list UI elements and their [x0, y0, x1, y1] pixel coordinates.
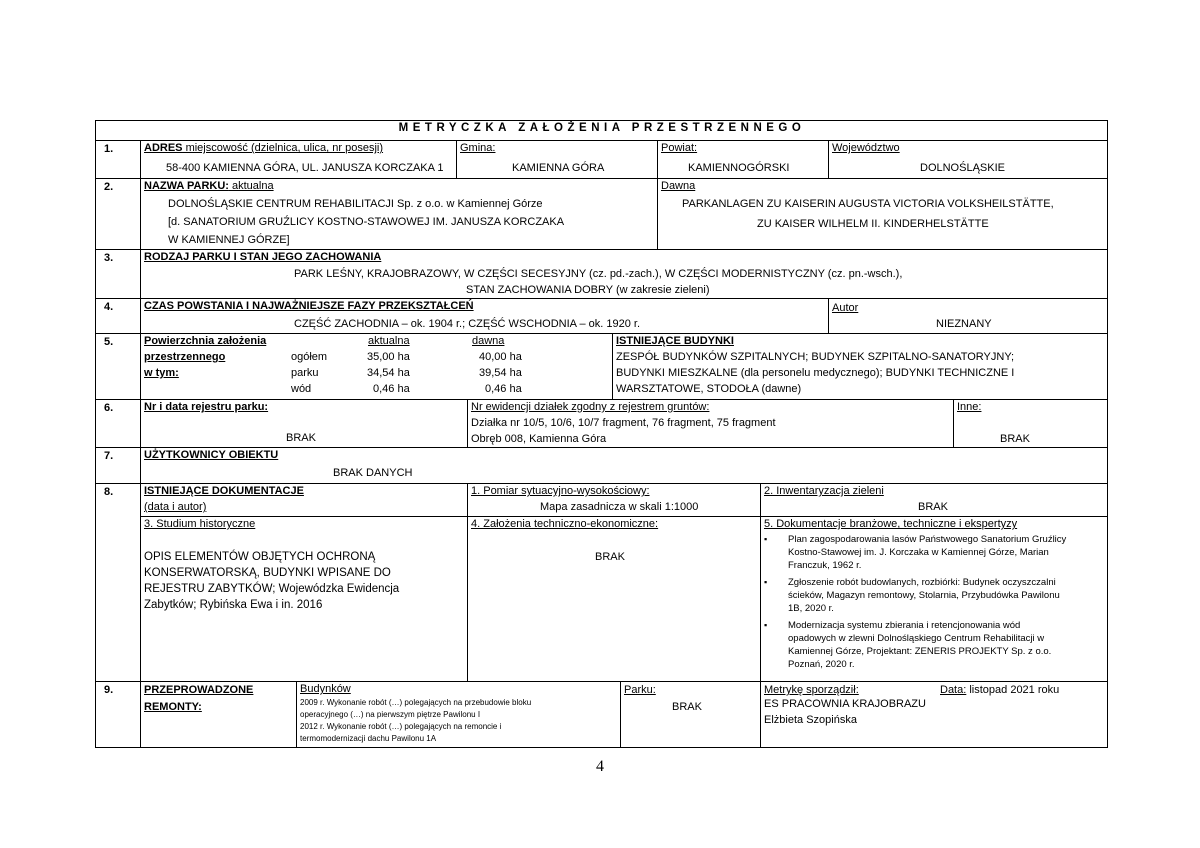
author-label: Autor [832, 302, 859, 314]
expertise-item-line: Zgłoszenie robót budowlanych, rozbiórki: Budynek oczyszczalni [788, 577, 1056, 588]
page-number: 4 [596, 758, 604, 775]
expertise-item-line: Plan zagospodarowania lasów Państwowego Sanatorium Gruźlicy [788, 534, 1067, 545]
powiat-value: KAMIENNOGÓRSKI [688, 162, 790, 174]
survey-label: 1. Pomiar sytuacyjno-wysokościowy: [471, 485, 650, 497]
buildings-line: BUDYNKI MIESZKALNE (dla personelu medycznego); BUDYNKI TECHNICZNE I [616, 367, 1015, 379]
area-row-label: ogółem [291, 351, 328, 363]
row-number: 5. [104, 336, 114, 348]
study-line: KONSERWATORSKĄ, BUDYNKI WPISANE DO [144, 567, 391, 579]
park-name-line: [d. SANATORIUM GRUŹLICY KOSTNO-STAWOWEJ IM. JANUSZA KORCZAKA [168, 216, 565, 228]
area-row-current: 0,46 ha [373, 383, 410, 395]
park-name-line: DOLNOŚLĄSKIE CENTRUM REHABILITACJI Sp. z o.o. w Kamiennej Górze [168, 198, 543, 210]
documentation-sublabel: (data i autor) [144, 501, 207, 513]
former-name-line: PARKANLAGEN ZU KAISERIN AUGUSTA VICTORIA VOLKSHEILSTÄTTE, [682, 198, 1054, 210]
area-row-current: 35,00 ha [367, 351, 410, 363]
address-label: ADRES miejscowość (dzielnica, ulica, nr posesji) [144, 142, 384, 154]
renovations-label: REMONTY: [144, 701, 202, 713]
area-row-label: wód [291, 383, 312, 395]
row-number: 8. [104, 486, 114, 498]
buildings-line: WARSZTATOWE, STODOŁA (dawne) [616, 383, 802, 395]
area-row-current: 34,54 ha [367, 367, 410, 379]
gmina-label: Gmina: [460, 142, 496, 154]
row-number: 3. [104, 252, 114, 264]
history-label: CZAS POWSTANIA I NAJWAŻNIEJSZE FAZY PRZEKSZTAŁCEŃ [144, 300, 474, 312]
history-value: CZĘŚĆ ZACHODNIA – ok. 1904 r.; CZĘŚĆ WSCHODNIA – ok. 1920 r. [294, 318, 640, 330]
prepared-by-line: Elżbieta Szopińska [764, 714, 857, 726]
other-value: BRAK [1000, 433, 1030, 445]
tech-econ-label: 4. Założenia techniczno-ekonomiczne: [471, 518, 659, 530]
document-title: METRYCZKA ZAŁOŻENIA PRZESTRZENNEGO [398, 122, 806, 134]
survey-value: Mapa zasadnicza w skali 1:1000 [540, 501, 699, 513]
expertise-item-line: ścieków, Magazyn remontowy, Stolarnia, Przybudówka Pawilonu [788, 590, 1060, 601]
buildings-line: ZESPÓŁ BUDYNKÓW SZPITALNYCH; BUDYNEK SZPITALNO-SANATORYJNY; [616, 351, 1015, 363]
expertise-item-line: 1B, 2020 r. [788, 603, 834, 614]
park-renov-label: Parku: [624, 684, 656, 696]
date-field: Data: listopad 2021 roku [940, 684, 1060, 696]
parcels-label: Nr ewidencji działek zgodny z rejestrem gruntów: [471, 401, 710, 413]
powiat-label: Powiat: [661, 142, 698, 154]
registry-label: Nr i data rejestru parku: [144, 401, 269, 413]
prepared-by-label: Metrykę sporządził: [764, 684, 859, 696]
buildings-renov-line: 2012 r. Wykonanie robót (…) polegających na remoncie i [300, 722, 502, 731]
expertise-item-line: opadowych w zlewni Dolnośląskiego Centrum Rehabilitacji w [788, 633, 1045, 644]
parcels-line: Działka nr 10/5, 10/6, 10/7 fragment, 76 fragment, 75 fragment [471, 417, 776, 429]
area-row-former: 40,00 ha [479, 351, 522, 363]
bullet-icon: ▪ [764, 620, 768, 630]
expertise-item-line: Franczuk, 1962 r. [788, 560, 862, 571]
bullet-icon: ▪ [764, 577, 768, 587]
area-label: Powierzchnia założenia [144, 335, 267, 347]
parcels-line: Obręb 008, Kamienna Góra [471, 433, 607, 445]
other-label: Inne: [957, 401, 982, 413]
former-name-line: ZU KAISER WILHELM II. KINDERHELSTÄTTE [757, 218, 989, 230]
registry-value: BRAK [286, 432, 316, 444]
row-number: 7. [104, 450, 114, 462]
expertise-label: 5. Dokumentacje branżowe, techniczne i ekspertyzy [764, 518, 1018, 530]
study-line: REJESTRU ZABYTKÓW; Wojewódzka Ewidencja [144, 583, 400, 595]
park-name-line: W KAMIENNEJ GÓRZE] [168, 234, 290, 246]
buildings-renov-label: Budynków [300, 683, 351, 695]
row-number: 6. [104, 402, 114, 414]
bullet-icon: ▪ [764, 534, 768, 544]
study-line: Zabytków; Rybińska Ewa i in. 2016 [144, 599, 323, 611]
expertise-item-line: Poznań, 2020 r. [788, 659, 855, 670]
park-type-line: PARK LEŚNY, KRAJOBRAZOWY, W CZĘŚCI SECESYJNY (cz. pd.-zach.), W CZĘŚCI MODERNISTYCZNY (cz. pn.-wsch.), [294, 268, 903, 280]
area-row-former: 0,46 ha [485, 383, 522, 395]
area-label: przestrzennego [144, 351, 226, 363]
renovations-label: PRZEPROWADZONE [144, 684, 254, 696]
wojewodztwo-label: Województwo [832, 142, 900, 154]
users-value: BRAK DANYCH [333, 467, 413, 479]
study-line: OPIS ELEMENTÓW OBJĘTYCH OCHRONĄ [144, 551, 376, 563]
tech-econ-value: BRAK [595, 551, 625, 563]
expertise-item-line: Kamiennej Górze, Projektant: ZENERIS PROJEKTY Sp. z o.o. [788, 646, 1052, 657]
gmina-value: KAMIENNA GÓRA [512, 162, 605, 174]
users-label: UŻYTKOWNICY OBIEKTU [144, 449, 279, 461]
row-number: 9. [104, 684, 114, 696]
study-label: 3. Studium historyczne [144, 518, 256, 530]
greenery-label: 2. Inwentaryzacja zieleni [764, 485, 884, 497]
buildings-renov-line: termomodernizacji dachu Pawilonu 1A [300, 734, 437, 743]
author-value: NIEZNANY [936, 318, 992, 330]
area-row-label: parku [291, 367, 319, 379]
area-row-former: 39,54 ha [479, 367, 522, 379]
buildings-renov-line: operacyjnego (…) na pierwszym piętrze Pawilonu I [300, 710, 481, 719]
prepared-by-line: ES PRACOWNIA KRAJOBRAZU [764, 698, 926, 710]
former-name-label: Dawna [661, 180, 696, 192]
col-current: aktualna [368, 335, 410, 347]
park-type-label: RODZAJ PARKU I STAN JEGO ZACHOWANIA [144, 251, 382, 263]
col-former: dawna [472, 335, 505, 347]
address-value: 58-400 KAMIENNA GÓRA, UL. JANUSZA KORCZAKA 1 [166, 162, 444, 174]
row-number: 2. [104, 181, 114, 193]
expertise-item-line: Kostno-Stawowej im. J. Korczaka w Kamiennej Górze, Marian [788, 547, 1049, 558]
greenery-value: BRAK [918, 501, 948, 513]
buildings-label: ISTNIEJĄCE BUDYNKI [616, 335, 734, 347]
expertise-item-line: Modernizacja systemu zbierania i retencjonowania wód [788, 620, 1021, 631]
row-number: 1. [104, 143, 114, 155]
area-label: w tym: [144, 367, 179, 379]
park-type-line: STAN ZACHOWANIA DOBRY (w zakresie zieleni) [466, 284, 710, 296]
documentation-label: ISTNIEJĄCE DOKUMENTACJE [144, 485, 304, 497]
buildings-renov-line: 2009 r. Wykonanie robót (…) polegających na przebudowie bloku [300, 698, 532, 707]
park-renov-value: BRAK [672, 701, 702, 713]
wojewodztwo-value: DOLNOŚLĄSKIE [920, 162, 1005, 174]
row-number: 4. [104, 301, 114, 313]
park-name-label: NAZWA PARKU: aktualna [144, 180, 274, 192]
